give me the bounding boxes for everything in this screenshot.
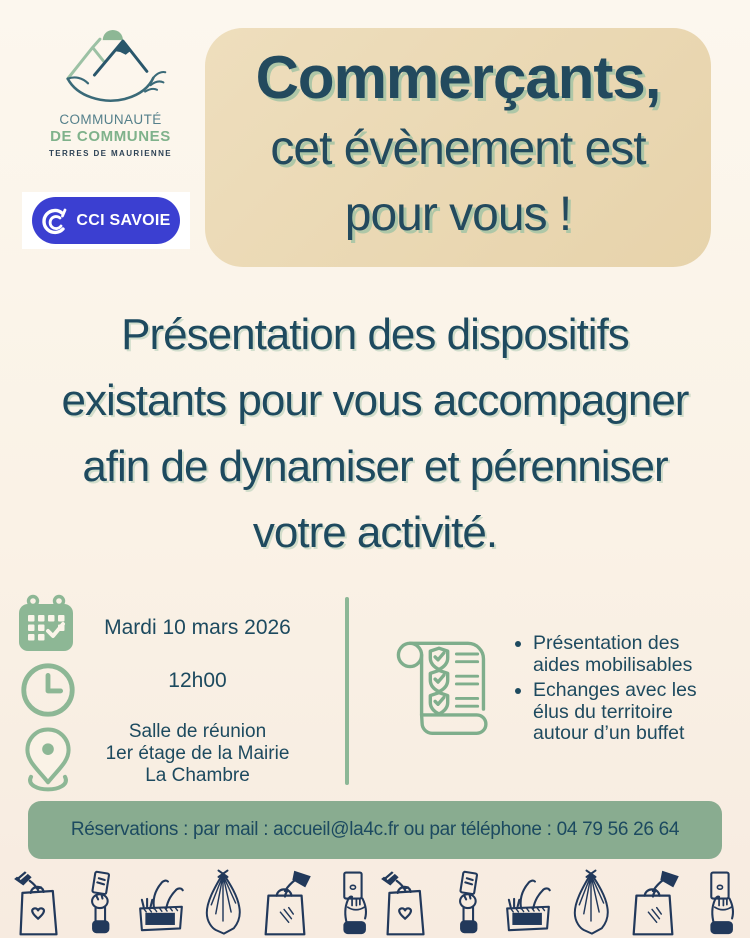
event-when-where: [0, 585, 345, 793]
reservation-text: Réservations : par mail : accueil@la4c.fr ou par téléphone : 04 79 56 26 64: [70, 819, 680, 840]
event-date: Mardi 10 mars 2026: [104, 616, 291, 639]
checklist-scroll-icon: [381, 625, 497, 741]
event-location: [58, 721, 337, 787]
hand-holding-card-icon: [687, 866, 739, 938]
event-location-line: Salle de réunion: [128, 721, 267, 742]
intro-paragraph: [0, 302, 750, 566]
hand-grabbing-shopping-bag-icon: [625, 868, 681, 938]
headline-box: [205, 28, 711, 267]
draped-tote-bag-icon: [564, 868, 618, 938]
org-name-line1: COMMUNAUTÉ: [59, 112, 162, 127]
headline-line1: Commerçants,: [255, 44, 661, 111]
program-item: • Echanges avec les élus du territoire autour d’un buffet: [533, 680, 725, 745]
draped-tote-bag-icon: [196, 868, 250, 938]
cci-savoie-logo: [22, 192, 190, 249]
program-item: • Présentation des aides mobilisables: [533, 633, 725, 676]
event-location-line: 1er étage de la Mairie: [105, 743, 290, 764]
hand-holding-gift-bag-icon: [378, 868, 434, 938]
hand-holding-card-icon: [320, 866, 372, 938]
org-name-line3: TERRES DE MAURIENNE: [48, 149, 173, 158]
intro-line: existants pour vous accompagner: [61, 376, 689, 425]
intro-line: Présentation des dispositifs: [121, 310, 629, 359]
event-time: 12h00: [168, 669, 227, 692]
headline-line2: cet évènement est: [270, 122, 646, 175]
raised-hand-with-card-icon: [441, 866, 493, 938]
intro-line: afin de dynamiser et pérenniser: [82, 442, 668, 491]
footer-illustrations: [0, 860, 750, 938]
hand-grabbing-shopping-bag-icon: [257, 868, 313, 938]
cci-label: CCI SAVOIE: [76, 211, 171, 229]
hand-holding-gift-bag-icon: [11, 868, 67, 938]
market-crate-with-arms-icon: [132, 872, 190, 938]
headline-line3: pour vous !: [344, 188, 572, 241]
org-name-line2: DE COMMUNES: [50, 128, 171, 145]
market-crate-with-arms-icon: [499, 872, 557, 938]
event-details: [0, 585, 750, 793]
communaute-logo: [33, 18, 188, 158]
event-program: [349, 585, 750, 793]
cci-pill: [32, 197, 180, 244]
intro-line: votre activité.: [252, 508, 498, 557]
program-list: [513, 633, 725, 793]
cci-mark-icon: [41, 207, 69, 235]
event-location-line: La Chambre: [145, 765, 250, 786]
reservation-banner: [28, 801, 722, 859]
mountains-in-hand-icon: [50, 18, 172, 110]
raised-hand-with-card-icon: [73, 866, 125, 938]
